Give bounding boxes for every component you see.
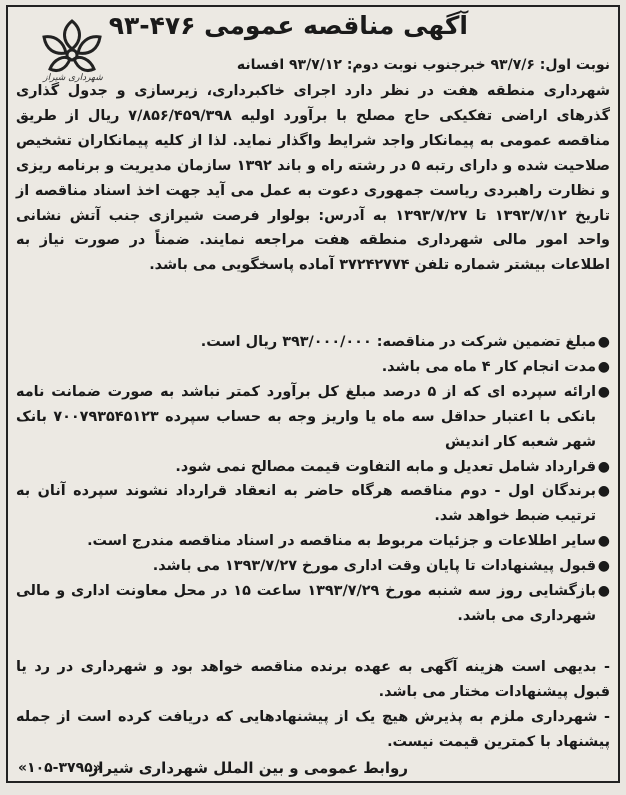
- list-item-text: سایر اطلاعات و جزئیات مربوط به مناقصه در اسناد مناقصه مندرج است.: [87, 533, 596, 550]
- notes-list: [16, 655, 610, 755]
- notice-title: آگهی مناقصه عمومی ۴۷۶-۹۳: [108, 11, 468, 40]
- list-item: [16, 479, 610, 529]
- bullet-icon: ●: [597, 583, 610, 600]
- footer: [8, 755, 618, 779]
- note-item: - بدیهی است هزینه آگهی به عهده برنده مناقصه خواهد بود و شهرداری در رد یا قبول پیشنهادات مختار می باشد.: [16, 659, 610, 700]
- list-item: [16, 579, 610, 629]
- list-item-text: مبلغ تضمین شرکت در مناقصه: ۳۹۳/۰۰۰/۰۰۰ ریال است.: [200, 334, 596, 350]
- bullet-icon: ●: [597, 483, 610, 500]
- bullet-icon: ●: [597, 358, 610, 375]
- bullet-icon: ●: [597, 558, 610, 575]
- list-item: [16, 455, 610, 480]
- list-item: [16, 380, 610, 455]
- list-item: [16, 554, 610, 579]
- publication-dates: نوبت اول: ۹۳/۷/۶ خبرجنوب نوبت دوم: ۹۳/۷/۱۲ افسانه: [236, 57, 610, 73]
- note-item: - شهرداری ملزم به پذیرش هیچ یک از پیشنهادهایی که دریافت کرده است از جمله پیشنهاد با کمترین قیمت نیست.: [16, 708, 610, 750]
- list-item-text: برندگان اول - دوم مناقصه هرگاه حاضر به انعقاد قرارداد نشوند سپرده آنان به ترتیب ضبط خواهد شد.: [16, 483, 596, 525]
- logo-caption: شهرداری شیراز: [43, 73, 103, 83]
- bullet-icon: ●: [597, 533, 610, 550]
- bullet-icon: ●: [597, 458, 610, 475]
- list-item: [16, 529, 610, 554]
- bullet-icon: ●: [597, 383, 610, 400]
- list-item-text: ارائه سپرده ای که از ۵ درصد مبلغ کل برآورد کمتر نباشد به صورت ضمانت نامه بانکی با اعتبار حداقل سه ماه یا واریز وجه به حساب سپرده ۷۰۰۷۹۳۵۴۵۱۲۳ بانک شهر شعبه کار اندیش: [16, 383, 596, 450]
- list-item: [16, 355, 610, 380]
- list-item: [16, 330, 610, 355]
- list-item-text: قبول پیشنهادات تا پایان وقت اداری مورخ ۱۳۹۳/۷/۲۷ می باشد.: [152, 558, 596, 575]
- list-item-text: مدت انجام کار ۴ ماه می باشد.: [381, 358, 596, 375]
- list-item-text: قرارداد شامل تعدیل و مابه التفاوت قیمت مصالح نمی شود.: [175, 458, 596, 475]
- bullet-icon: ●: [597, 334, 610, 350]
- notice-body: شهرداری منطقه هفت در نظر دارد اجرای خاکبرداری، زیرسازی و جدول گذاری گذرهای اراضی تفکیکی حاج مصلح با برآورد اولیه ۷/۸۵۶/۴۵۹/۳۹۸ ریال از طریق مناقصه عمومی به پیمانکار واجد شرایط واگذار نماید. لذا از کلیه پیمانکاران تشخیص صلاحیت شده و دارای رتبه ۵ در رشته راه و باند ۱۳۹۲ سازمان مدیریت و برنامه ریزی و نظارت راهبردی ریاست جمهوری دعوت به عمل می آید جهت اخذ اسناد مناقصه از تاریخ ۱۳۹۳/۷/۱۲ تا ۱۳۹۳/۷/۲۷ به آدرس: بولوار فرصت شیرازی جنب آتش نشانی واحد امور مالی شهرداری منطقه هفت مراجعه نمایند. ضمناً در صورت نیاز به اطلاعات بیشتر شماره تلفن ۳۷۲۴۲۷۷۴ آماده پاسخگویی می باشد.: [16, 83, 610, 274]
- conditions-list: [16, 330, 610, 629]
- issuer-name: روابط عمومی و بین الملل شهرداری شیراز: [89, 759, 408, 777]
- notice-code: «۱۰۵-۳۷۹۵»: [18, 760, 102, 776]
- tender-notice: [6, 5, 620, 783]
- list-item-text: بازگشایی روز سه شنبه مورخ ۱۳۹۳/۷/۲۹ ساعت ۱۵ در محل معاونت اداری و مالی شهرداری می باشد.: [16, 583, 596, 624]
